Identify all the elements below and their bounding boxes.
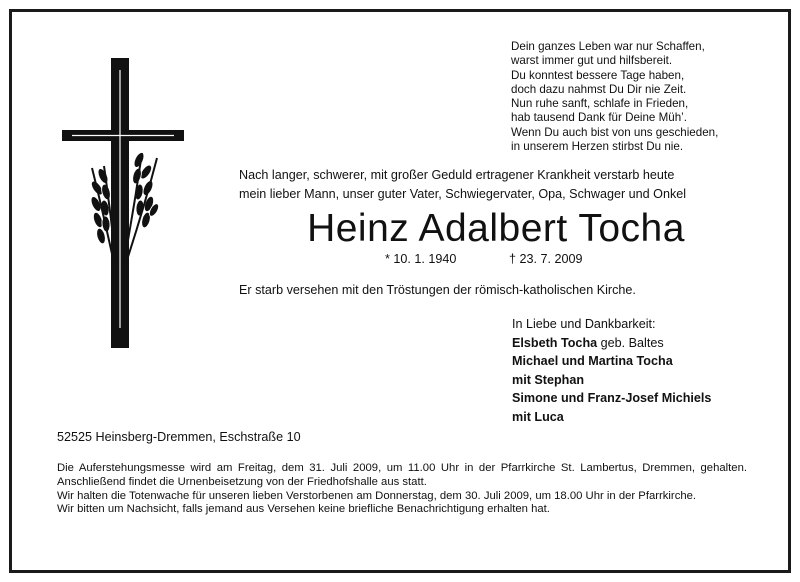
poem-line: hab tausend Dank für Deine Müh’. xyxy=(511,111,687,125)
service-notes xyxy=(57,462,747,517)
mourner-line: Simone und Franz-Josef Michiels xyxy=(512,391,712,405)
death-announcement xyxy=(239,166,749,204)
cross-with-wheat-icon xyxy=(62,58,187,348)
mourner-widow xyxy=(512,334,782,353)
poem-line: warst immer gut und hilfsbereit. xyxy=(511,54,673,68)
widow-name: Elsbeth Tocha xyxy=(512,335,598,350)
birth-date: * 10. 1. 1940 xyxy=(385,252,457,266)
announcement-line: Nach langer, schwerer, mit großer Geduld ertragener Krankheit verstarb heute xyxy=(239,168,675,182)
poem-line: Wenn Du auch bist von uns geschieden, xyxy=(511,125,719,139)
apology-note: Wir bitten um Nachsicht, falls jemand aus Versehen keine briefliche Benachrichtigung erhalten hat. xyxy=(57,503,550,516)
church-note: Er starb versehen mit den Tröstungen der römisch-katholischen Kirche. xyxy=(239,283,636,297)
poem-line: Nun ruhe sanft, schlafe in Frieden, xyxy=(511,97,689,111)
poem-line: doch dazu nahmst Du Dir nie Zeit. xyxy=(511,82,687,96)
mourner-line: Michael und Martina Tocha xyxy=(512,354,673,368)
death-date: † 23. 7. 2009 xyxy=(509,252,583,266)
poem-line: in unserem Herzen stirbst Du nie. xyxy=(511,140,684,154)
poem-line: Dein ganzes Leben war nur Schaffen, xyxy=(511,40,705,53)
deceased-name: Heinz Adalbert Tocha xyxy=(307,207,685,250)
family-address: 52525 Heinsberg-Dremmen, Eschstraße 10 xyxy=(57,430,301,444)
widow-maiden-name: geb. Baltes xyxy=(597,335,664,350)
wake-note: Wir halten die Totenwache für unseren lieben Verstorbenen am Donnerstag, dem 30. Juli 2009, um 18.00 Uhr in der Pfarrkirche. xyxy=(57,489,697,502)
announcement-line: mein lieber Mann, unser guter Vater, Schwiegervater, Opa, Schwager und Onkel xyxy=(239,187,687,201)
mourner-line: mit Stephan xyxy=(512,372,585,387)
mourner-line: mit Luca xyxy=(512,409,564,424)
mourners-heading: In Liebe und Dankbarkeit: xyxy=(512,317,656,331)
funeral-mass-note: Die Auferstehungsmesse wird am Freitag, dem 31. Juli 2009, um 11.00 Uhr in der Pfarrkirche St. Lambertus, Dremmen, gehalten. Anschließend findet die Urnenbeisetzung von der Friedhofshalle aus statt. xyxy=(57,462,747,488)
memorial-poem xyxy=(511,40,781,154)
poem-line: Du konntest bessere Tage haben, xyxy=(511,68,685,82)
mourners-list xyxy=(512,315,782,426)
